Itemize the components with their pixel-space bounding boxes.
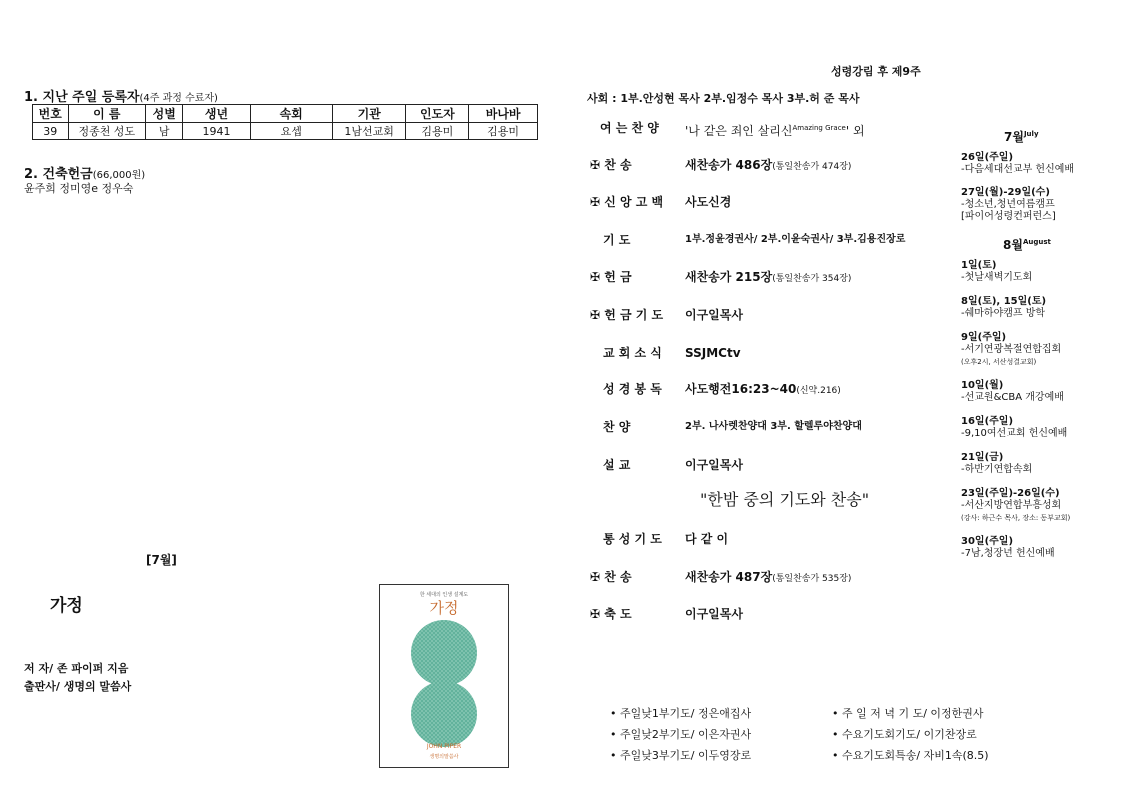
section2-amount: (66,000원) <box>92 170 146 181</box>
calendar-event <box>961 452 1032 476</box>
item-label: 기 도 <box>603 233 631 247</box>
event-text: -청소년,청년여름캠프 <box>961 199 1055 210</box>
book-author: 저 자/ 존 파이퍼 지음 <box>24 662 129 675</box>
worship-item-opening-praise <box>590 118 940 138</box>
leader-label: 사회 : <box>587 92 617 105</box>
event-text: -서산지방연합부흥성회 <box>961 500 1062 511</box>
event-date: 26일(주일) <box>961 152 1014 163</box>
item-label: 여 는 찬 양 <box>600 121 659 135</box>
item-note: (통일찬송가 474장) <box>772 162 852 172</box>
item-content: SSJMCtv <box>685 346 741 360</box>
item-label: 축 도 <box>604 607 632 621</box>
service-leaders <box>587 90 859 106</box>
calendar-event <box>961 332 1061 368</box>
august-label: 8월 <box>1003 238 1023 252</box>
event-date: 10일(월) <box>961 380 1004 391</box>
event-text: -7남,청장년 헌신예배 <box>961 548 1055 559</box>
table-cell: 정종천 성도 <box>68 123 145 140</box>
prayer-duty: • 수요기도회기도/ 이기찬장로 <box>832 728 977 741</box>
item-sup: Amazing Grace <box>792 124 846 132</box>
event-text: -서기연광복절연합집회 <box>961 344 1062 355</box>
event-date: 27일(월)-29일(수) <box>961 187 1050 198</box>
leader-text: 1부.안성현 목사 2부.임정수 목사 3부.허 준 목사 <box>620 92 860 105</box>
book-publisher: 출판사/ 생명의 말씀사 <box>24 680 132 693</box>
col-header: 인도자 <box>406 105 469 123</box>
table-header-row <box>33 105 538 123</box>
event-date: 30일(주일) <box>961 536 1014 547</box>
event-date: 1일(토) <box>961 260 997 271</box>
worship-item-creed <box>590 192 940 212</box>
event-text: -하반기연합속회 <box>961 464 1033 475</box>
cover-author: JOHN PIPER <box>426 743 462 750</box>
event-text: (오후2시, 서산성결교회) <box>961 358 1037 366</box>
event-date: 16일(주일) <box>961 416 1014 427</box>
item-content: 사도신경 <box>685 195 732 209</box>
worship-item-hymn-2 <box>590 567 940 587</box>
building-fund-names: 윤주희 정미영e 정우숙 <box>24 182 134 195</box>
july-sup: July <box>1023 130 1039 138</box>
worship-item-scripture <box>590 379 940 399</box>
item-label: 찬 양 <box>603 420 631 434</box>
registrant-table <box>32 104 538 140</box>
sermon-title: "한밤 중의 기도와 찬송" <box>700 490 870 509</box>
section1-heading <box>24 86 218 105</box>
item-content: '나 같은 죄인 살리신 <box>685 124 793 138</box>
col-header: 바나바 <box>469 105 538 123</box>
item-label: 통 성 기 도 <box>603 532 662 546</box>
event-text: [파이어성령컨퍼런스] <box>961 211 1056 222</box>
item-note: (신약.216) <box>796 386 841 396</box>
august-heading <box>1003 236 1051 253</box>
col-header: 성별 <box>146 105 183 123</box>
event-date: 9일(주일) <box>961 332 1007 343</box>
item-label: 헌 금 기 도 <box>604 308 664 322</box>
item-content: 1부.정윤경권사/ 2부.이윤숙권사/ 3부.김용진장로 <box>685 234 906 245</box>
event-text: -다음세대선교부 헌신예배 <box>961 164 1075 175</box>
col-header: 생년 <box>183 105 250 123</box>
item-content: 이구일목사 <box>685 458 743 472</box>
worship-item-choir <box>590 417 940 437</box>
worship-item-news <box>590 343 940 363</box>
item-label: 교 회 소 식 <box>603 346 662 360</box>
week-title: 성령강림 후 제9주 <box>831 65 921 78</box>
cross-icon: ✠ <box>590 570 601 584</box>
calendar-event <box>961 152 1074 176</box>
item-content: 사도행전16:23~40 <box>685 382 797 396</box>
cover-publisher: 생명의말씀사 <box>429 754 459 760</box>
worship-item-sermon <box>590 455 940 475</box>
worship-item-offering-prayer <box>590 305 940 325</box>
july-heading <box>1004 128 1039 145</box>
col-header: 속회 <box>250 105 332 123</box>
item-label: 헌 금 <box>604 270 632 284</box>
event-text: -9,10여선교회 헌신예배 <box>961 428 1068 439</box>
item-note: (통일찬송가 354장) <box>772 274 852 284</box>
cross-icon: ✠ <box>590 607 601 621</box>
event-date: 23일(주일)-26일(수) <box>961 488 1060 499</box>
section1-title: 1. 지난 주일 등록자 <box>24 90 140 105</box>
item-tail: ' 외 <box>845 124 865 138</box>
calendar-event <box>961 380 1064 404</box>
item-label: 찬 송 <box>604 570 632 584</box>
cover-title: 가정 <box>429 599 459 617</box>
item-content: 새찬송가 486장 <box>685 158 773 172</box>
table-cell: 김용미 <box>469 123 538 140</box>
table-cell: 1남선교회 <box>332 123 406 140</box>
table-cell: 39 <box>33 123 69 140</box>
table-cell: 남 <box>146 123 183 140</box>
item-label: 찬 송 <box>604 158 632 172</box>
event-text: -첫날새벽기도회 <box>961 272 1033 283</box>
section1-note: (4주 과정 수료자) <box>139 93 218 104</box>
worship-item-prayer <box>590 230 940 250</box>
event-date: 8일(토), 15일(토) <box>961 296 1047 307</box>
item-content: 2부. 나사렛찬양대 3부. 할렐루야찬양대 <box>685 421 862 432</box>
item-content: 다 같 이 <box>685 532 729 546</box>
cross-icon: ✠ <box>590 195 601 209</box>
table-cell: 요셉 <box>250 123 332 140</box>
cross-icon: ✠ <box>590 270 601 284</box>
book-title: 가정 <box>50 596 83 616</box>
event-text: -쉐마하야캠프 방학 <box>961 308 1046 319</box>
prayer-duty: • 주 일 저 녁 기 도/ 이정한권사 <box>832 707 984 720</box>
july-label: 7월 <box>1004 130 1024 144</box>
table-cell: 김용미 <box>406 123 469 140</box>
calendar-event <box>961 260 1032 284</box>
item-note: (통일찬송가 535장) <box>772 574 852 584</box>
calendar-event <box>961 488 1070 524</box>
table-row <box>33 123 538 140</box>
item-content: 이구일목사 <box>685 308 743 322</box>
item-content: 이구일목사 <box>685 607 743 621</box>
prayer-duty: • 주일낮2부기도/ 이은자권사 <box>610 728 752 741</box>
worship-item-corporate-prayer <box>590 529 940 549</box>
cross-icon: ✠ <box>590 308 601 322</box>
cover-figure-eight-image <box>406 619 482 749</box>
col-header: 기관 <box>332 105 406 123</box>
book-cover <box>379 584 509 768</box>
calendar-event <box>961 536 1055 560</box>
august-sup: August <box>1022 238 1051 246</box>
col-header: 이 름 <box>68 105 145 123</box>
event-text: (강사: 하근수 목사, 장소: 동부교회) <box>961 514 1071 522</box>
worship-item-hymn-1 <box>590 155 940 175</box>
section2-title: 2. 건축헌금 <box>24 167 93 182</box>
prayer-duty: • 주일낮1부기도/ 정은애집사 <box>610 707 752 720</box>
calendar-event <box>961 187 1056 223</box>
worship-item-offering <box>590 267 940 287</box>
event-date: 21일(금) <box>961 452 1004 463</box>
item-content: 새찬송가 487장 <box>685 570 773 584</box>
calendar-event <box>961 416 1067 440</box>
item-label: 성 경 봉 독 <box>603 382 662 396</box>
cover-subtitle: 한 세대의 인생 설계도 <box>419 592 469 598</box>
prayer-duty: • 수요기도회특송/ 자비1속(8.5) <box>832 749 989 762</box>
col-header: 번호 <box>33 105 69 123</box>
cross-icon: ✠ <box>590 158 601 172</box>
prayer-duty: • 주일낮3부기도/ 이두영장로 <box>610 749 752 762</box>
book-month: [7월] <box>146 553 177 567</box>
item-content: 새찬송가 215장 <box>685 270 773 284</box>
event-text: -선교원&CBA 개강예배 <box>961 392 1064 403</box>
calendar-event <box>961 296 1046 320</box>
item-label: 신 앙 고 백 <box>604 195 664 209</box>
table-cell: 1941 <box>183 123 250 140</box>
item-label: 설 교 <box>603 458 631 472</box>
worship-item-benediction <box>590 604 940 624</box>
